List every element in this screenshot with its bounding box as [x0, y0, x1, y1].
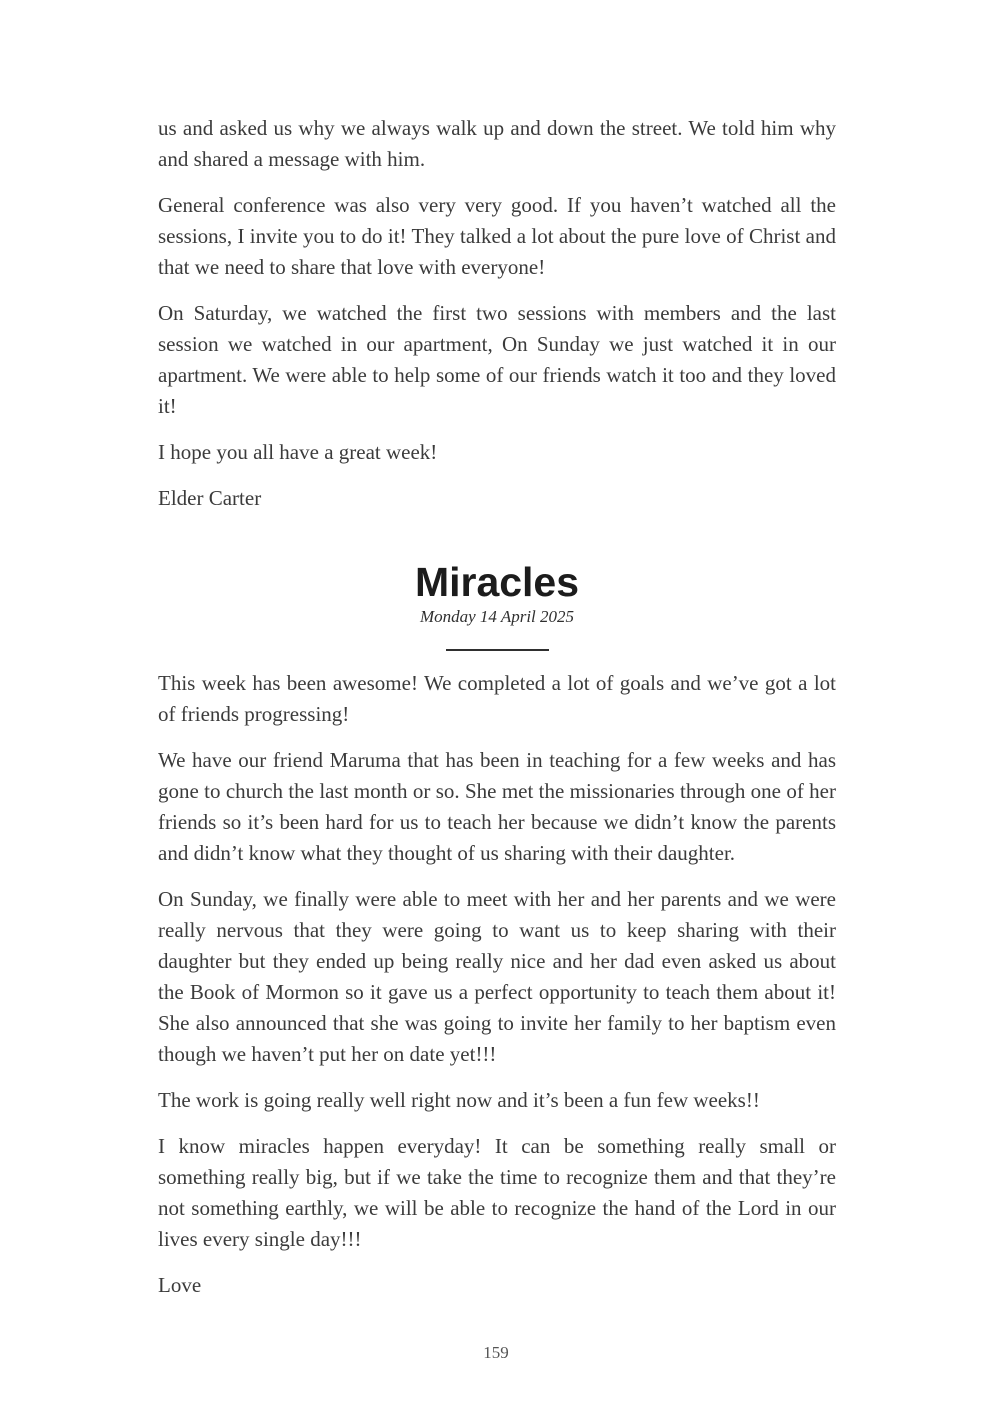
entry-body: [158, 668, 836, 1301]
paragraph: On Sunday, we finally were able to meet with her and her parents and we were really nervous that they were going to want us to keep sharing with their daughter but they ended up being really nice and her dad even asked us about the Book of Mormon so it gave us a perfect opportunity to teach them about it! She also announced that she was going to invite her family to her baptism even though we haven’t put her on date yet!!!: [158, 887, 836, 1066]
paragraph: We have our friend Maruma that has been in teaching for a few weeks and has gone to church the last month or so. She met the missionaries through one of her friends so it’s been hard for us to teach her because we didn’t know the parents and didn’t know what they thought of us sharing with their daughter.: [158, 748, 836, 865]
entry-date: Monday 14 April 2025: [419, 607, 575, 626]
entry-signature: Elder Carter: [158, 486, 262, 510]
paragraph: On Saturday, we watched the first two sessions with members and the last session we watched in our apartment, On Sunday we just watched it in our apartment. We were able to help some of our friends watch it too and they loved it!: [158, 301, 836, 418]
entry-title: Miracles: [414, 559, 580, 605]
paragraph: This week has been awesome! We completed a lot of goals and we’ve got a lot of friends progressing!: [158, 671, 836, 726]
section-divider: [446, 649, 549, 651]
paragraph: I hope you all have a great week!: [158, 440, 438, 464]
paragraph: I know miracles happen everyday! It can be something really small or something really big, but if we take the time to recognize them and that they’re not something earthly, we will be able to recognize the hand of the Lord in our lives every single day!!!: [158, 1134, 836, 1251]
paragraph: General conference was also very very good. If you haven’t watched all the sessions, I invite you to do it! They talked a lot about the pure love of Christ and that we need to share that love with everyone!: [158, 193, 836, 279]
entry-header: [158, 560, 836, 628]
page-footer: [0, 1342, 992, 1364]
paragraph: The work is going really well right now and it’s been a fun few weeks!!: [158, 1088, 760, 1112]
paragraph: us and asked us why we always walk up and down the street. We told him why and shared a message with him.: [158, 116, 836, 171]
page-number: 159: [483, 1343, 509, 1362]
entry-signature: Love: [158, 1273, 202, 1297]
page-content: [158, 113, 836, 1316]
previous-entry-body: [158, 113, 836, 514]
